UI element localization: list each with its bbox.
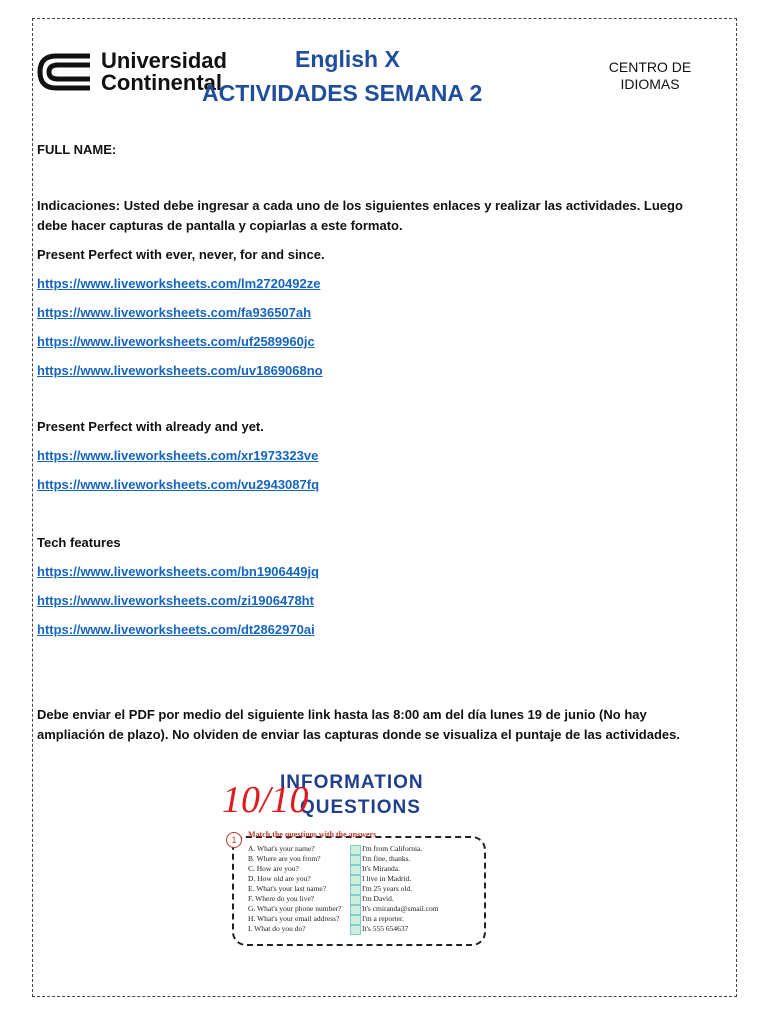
worksheet-screenshot xyxy=(222,770,484,950)
logo-text-line1: Universidad xyxy=(101,48,227,73)
worksheet-link[interactable]: https://www.liveworksheets.com/vu2943087fq xyxy=(37,477,320,492)
answer-box[interactable] xyxy=(350,895,361,905)
section-title-tech-features: Tech features xyxy=(37,535,121,550)
answer-box[interactable] xyxy=(350,925,361,935)
answer-item: It's cmiranda@smail.com xyxy=(362,904,439,913)
centro-line1: CENTRO DE xyxy=(608,59,692,75)
image-title-line1: INFORMATION xyxy=(280,772,424,793)
answer-item: I'm from California. xyxy=(362,844,423,853)
answer-item: I'm fine, thanks. xyxy=(362,854,411,863)
worksheet-link[interactable]: https://www.liveworksheets.com/fa936507ah xyxy=(37,305,312,320)
answer-box[interactable] xyxy=(350,875,361,885)
answer-box[interactable] xyxy=(350,915,361,925)
question-item: A. What's your name? xyxy=(248,844,315,853)
question-item: H. What's your email address? xyxy=(248,914,340,923)
exercise-number: 1 xyxy=(226,832,242,848)
answer-item: I'm 25 years old. xyxy=(362,884,413,893)
worksheet-link[interactable]: https://www.liveworksheets.com/dt2862970ai xyxy=(37,622,315,637)
answer-box[interactable] xyxy=(350,855,361,865)
question-item: I. What do you do? xyxy=(248,924,306,933)
image-title-line2: QUESTIONS xyxy=(300,797,421,818)
worksheet-link[interactable]: https://www.liveworksheets.com/uf2589960jc xyxy=(37,334,315,349)
logo-text-line2: Continental xyxy=(101,70,222,95)
answer-item: It's Miranda. xyxy=(362,864,401,873)
answer-item: I'm David. xyxy=(362,894,394,903)
full-name-label: FULL NAME: xyxy=(37,142,117,157)
exercise-instruction: Match the questions with the answers xyxy=(248,830,377,839)
worksheet-link[interactable]: https://www.liveworksheets.com/xr1973323ve xyxy=(37,448,319,463)
answer-box[interactable] xyxy=(350,865,361,875)
question-item: E. What's your last name? xyxy=(248,884,327,893)
logo-mark-icon xyxy=(36,50,96,94)
worksheet-link[interactable]: https://www.liveworksheets.com/uv1869068no xyxy=(37,363,323,378)
question-item: G. What's your phone number? xyxy=(248,904,342,913)
course-title: English X xyxy=(295,46,400,72)
instructions-text: Indicaciones: Usted debe ingresar a cada uno de los siguientes enlaces y realizar las actividades. Luego debe hacer capturas de pantalla y copiarlas a este formato. xyxy=(37,198,683,233)
answer-box[interactable] xyxy=(350,905,361,915)
answer-item: I live in Madrid. xyxy=(362,874,412,883)
section-title-ever-never: Present Perfect with ever, never, for and since. xyxy=(37,247,325,262)
score-handwritten: 10/10 xyxy=(222,779,309,821)
worksheet-link[interactable]: https://www.liveworksheets.com/zi1906478ht xyxy=(37,593,314,608)
centro-line2: IDIOMAS xyxy=(620,76,680,92)
question-item: C. How are you? xyxy=(248,864,299,873)
page-subtitle: ACTIVIDADES SEMANA 2 xyxy=(202,80,483,106)
final-note: Debe enviar el PDF por medio del siguiente link hasta las 8:00 am del día lunes 19 de junio (No hay ampliación de plazo). No olviden de enviar las capturas donde se visualiza el puntaje de las actividades. xyxy=(37,707,680,742)
worksheet-link[interactable]: https://www.liveworksheets.com/lm2720492ze xyxy=(37,276,321,291)
question-item: B. Where are you from? xyxy=(248,854,321,863)
answer-box[interactable] xyxy=(350,885,361,895)
section-title-already-yet: Present Perfect with already and yet. xyxy=(37,419,264,434)
centro-de-idiomas xyxy=(575,59,725,93)
answer-item: It's 555 654637 xyxy=(362,924,409,933)
worksheet-link[interactable]: https://www.liveworksheets.com/bn1906449jq xyxy=(37,564,320,579)
answer-item: I'm a reporter. xyxy=(362,914,404,923)
question-item: F. Where do you live? xyxy=(248,894,315,903)
answer-box[interactable] xyxy=(350,845,361,855)
question-item: D. How old are you? xyxy=(248,874,311,883)
